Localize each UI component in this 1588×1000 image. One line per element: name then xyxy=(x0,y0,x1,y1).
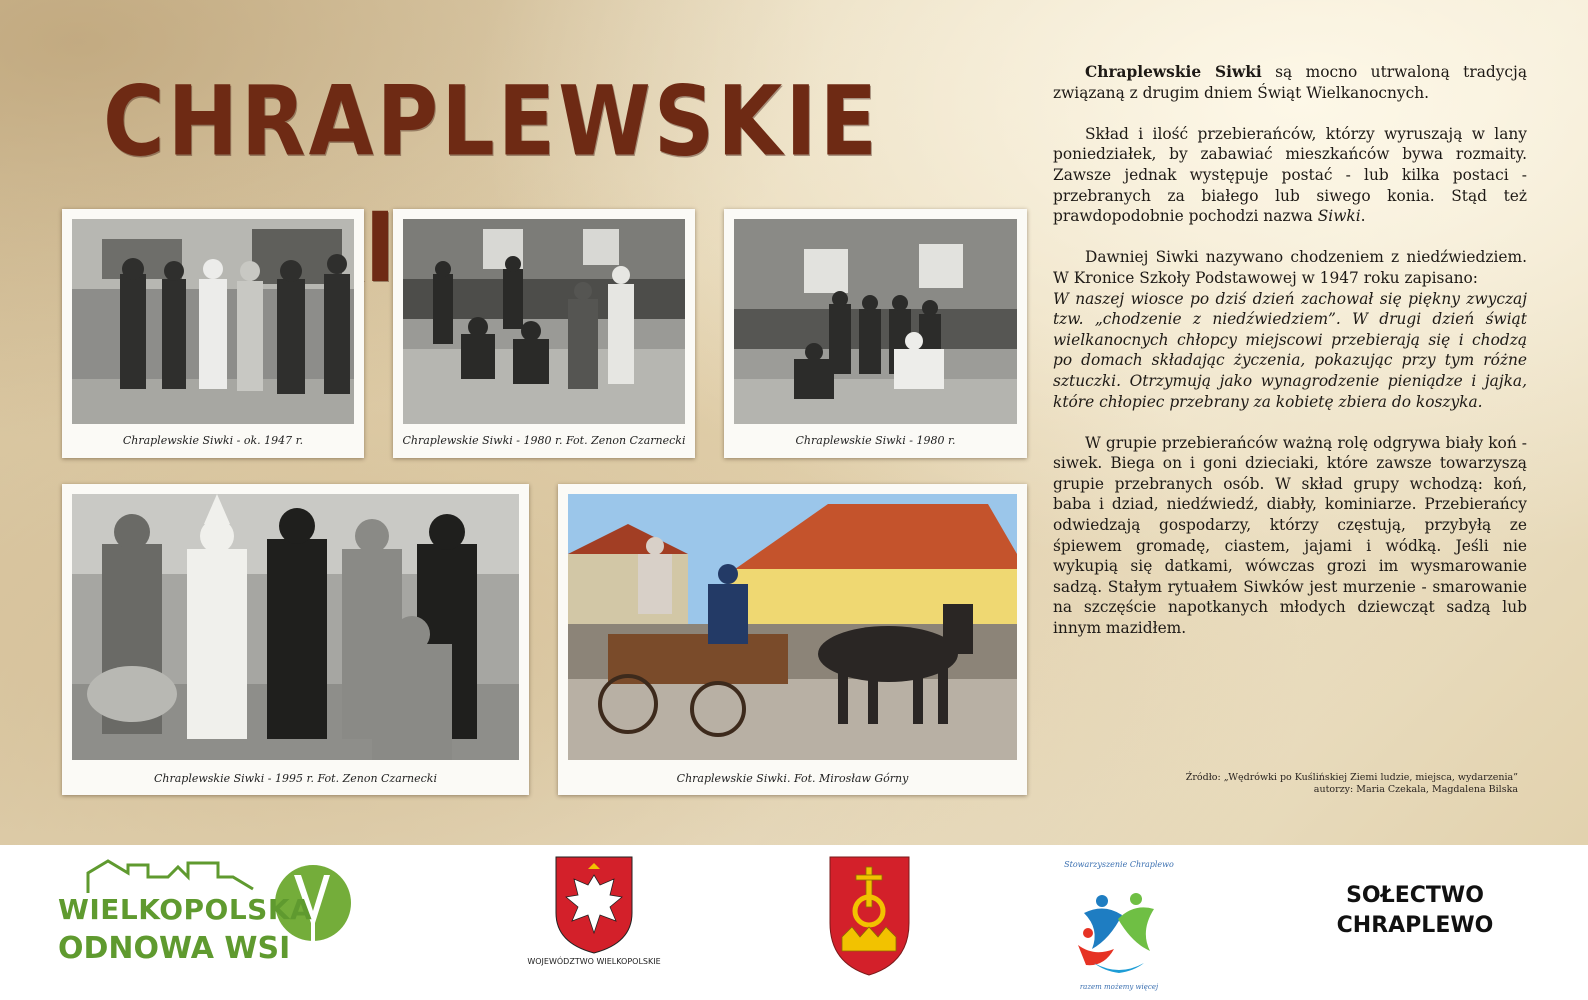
paragraph-2-end: . xyxy=(1360,207,1366,226)
photo-1947-image xyxy=(72,219,354,424)
footer xyxy=(0,845,1588,1000)
paragraph-2-italic: Siwki xyxy=(1317,207,1361,226)
people-circle-icon xyxy=(1064,853,1174,993)
paragraph-3-quote: W naszej wiosce po dziś dzień zachował się piękny zwyczaj tzw. „chodzenie z niedźwiedziem”. W drugi dzień świąt wielkanocnych chłopcy miejscowi przebierają się i chodzą po domach składając życzenia, pokazując przy tym różne sztuczki. Otrzymują jako wynagrodzenie pieniądze i jajka, które chłopiec przebrany za kobietę zbiera do koszyka. xyxy=(1053,289,1527,411)
photo-1995-image xyxy=(72,494,519,760)
paragraph-1-bold: Chraplewskie Siwki xyxy=(1085,63,1262,81)
main-title: CHRAPLEWSKIE xyxy=(103,64,880,178)
paragraph-2-main: Skład i ilość przebierańców, którzy wyruszają w lany poniedziałek, by zabawiać mieszkańców bywa rozmaity. Zawsze jednak występuje postać - lub kilka postaci - przebranych za białego lub siwego konia. Stąd też prawdopodobnie pochodzi nazwa xyxy=(1053,124,1527,226)
assoc-bottom-text: razem możemy więcej xyxy=(1079,983,1159,991)
photo-caption: Chraplewskie Siwki - 1980 r. xyxy=(795,434,956,447)
photo-1980-b xyxy=(724,209,1027,458)
paragraph-1-rest: są mocno utrwaloną tradycją związaną z drugim dniem Świąt Wielkanocnych. xyxy=(1053,63,1527,102)
photo-1980-a xyxy=(393,209,695,458)
eagle-crest-icon xyxy=(514,855,674,955)
cross-crest-icon xyxy=(822,853,917,978)
photo-caption: Chraplewskie Siwki - 1980 r. Fot. Zenon Czarnecki xyxy=(402,434,686,447)
photo-caption: Chraplewskie Siwki. Fot. Mirosław Górny xyxy=(676,772,909,785)
source-line-1: Źródło: „Wędrówki po Kuślińskiej Ziemi ludzie, miejsca, wydarzenia” xyxy=(1185,772,1518,783)
photo-1980-b-image xyxy=(734,219,1017,424)
solectwo-line-1: SOŁECTWO xyxy=(1346,883,1484,908)
paragraph-2 xyxy=(1053,124,1527,227)
paragraph-4: W grupie przebierańców ważną rolę odgrywa biały koń - siwek. Biega on i goni dzieciaki, które zawsze towarzyszą grupie przebranych osób. W skład grupy wchodzą: koń, baba i dziad, niedźwiedź, diabły, kominiarze. Przebierańcy odwiedzają gospodarzy, którzy częstują, przybyłą ze śpiewem gromadę, ciastem, jajami i wódką. Jeśli nie wykupią się datkami, wówczas grozi im wysmarowanie sadzą. Stałym rytuałem Siwków jest murzenie - smarowanie na szczęście napotkanych młodych dziewcząt sadzą lub innym mazidłem. xyxy=(1053,433,1527,638)
solectwo-line-2: CHRAPLEWO xyxy=(1336,913,1494,938)
wielkopolska-crest xyxy=(514,855,674,965)
wow-line-1: WIELKOPOLSKA xyxy=(58,893,313,926)
source-line-2: autorzy: Maria Czekala, Magdalena Bilska xyxy=(1313,784,1518,795)
paragraph-3: Dawniej Siwki nazywano chodzeniem z niedźwiedziem. W Kronice Szkoły Podstawowej w 1947 roku zapisano: xyxy=(1053,248,1527,287)
photo-color-image xyxy=(568,494,1017,760)
photo-color xyxy=(558,484,1027,795)
paragraph-1 xyxy=(1053,62,1527,103)
assoc-top-text: Stowarzyszenie Chraplewo xyxy=(1064,860,1174,869)
photo-1995 xyxy=(62,484,529,795)
photo-1980-a-image xyxy=(403,219,685,424)
source-note xyxy=(998,772,1518,796)
solectwo-chraplewo xyxy=(1300,881,1530,941)
photo-caption: Chraplewskie Siwki - ok. 1947 r. xyxy=(122,434,304,447)
article-text xyxy=(1053,62,1527,659)
photo-caption: Chraplewskie Siwki - 1995 r. Fot. Zenon Czarnecki xyxy=(153,772,437,785)
photo-1947 xyxy=(62,209,364,458)
gmina-crest xyxy=(822,853,917,978)
wow-line-2: ODNOWA WSI xyxy=(58,931,291,966)
wielkopolska-odnowa-wsi-logo xyxy=(58,853,358,983)
stowarzyszenie-chraplewo-logo xyxy=(1064,853,1174,993)
crest-label: WOJEWÓDZTWO WIELKOPOLSKIE xyxy=(527,957,661,966)
